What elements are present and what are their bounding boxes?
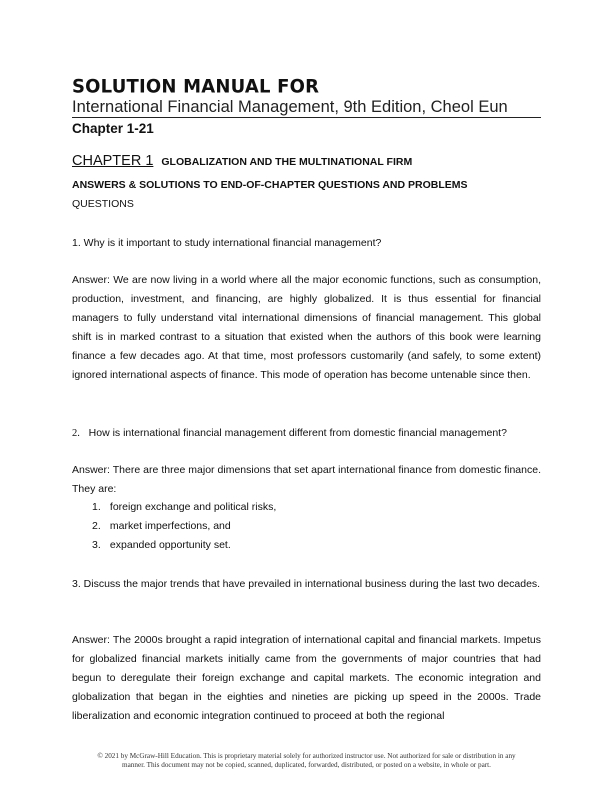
answer-3: Answer: The 2000s brought a rapid integration of international capital and financial markets. Impetus for globalized financial markets initially came from the governments of major countries that had begun to deregulate their foreign exchange and capital markets. The economic integration and globalization that began in the eighties and nineties are picking up speed in the 2000s. Trade liberalization and economic integration continued to proceed at both the regional [72, 634, 541, 722]
questions-label: QUESTIONS [72, 198, 134, 210]
question-1: 1. Why is it important to study international financial management? [72, 237, 382, 249]
answers-heading: ANSWERS & SOLUTIONS TO END-OF-CHAPTER QUESTIONS AND PROBLEMS [72, 179, 468, 191]
chapter-range: Chapter 1-21 [72, 121, 154, 136]
book-title: International Financial Management, 9th Edition, Cheol Eun [72, 98, 508, 116]
list-item: 2. market imperfections, and [92, 520, 231, 532]
manual-banner: SOLUTION MANUAL FOR [72, 75, 320, 98]
question-2 [72, 424, 541, 443]
copyright-footer [72, 752, 541, 770]
answer-2: Answer: There are three major dimensions that set apart international finance from domestic finance. They are: [72, 464, 541, 495]
question-3: 3. Discuss the major trends that have prevailed in international business during the last two decades. [72, 578, 541, 590]
list-item: 3. expanded opportunity set. [92, 539, 231, 551]
question-2-text: How is international financial management different from domestic financial management? [88, 427, 507, 439]
chapter-heading [72, 152, 412, 170]
header-divider [72, 117, 541, 118]
question-2-number: 2. [72, 428, 80, 439]
footer-line-1: © 2021 by McGraw-Hill Education. This is proprietary material solely for authorized instructor use. Not authorized for sale or distribution in any [97, 752, 516, 760]
answer-1: Answer: We are now living in a world where all the major economic functions, such as consumption, production, investment, and financing, are highly globalized. It is thus essential for financial managers to fully understand vital international dimensions of financial management. This global shift is in marked contrast to a situation that existed when the authors of this book were learning finance a few decades ago. At that time, most professors customarily (and safely, to some extent) ignored international aspects of finance. This mode of operation has become untenable since then. [72, 274, 541, 381]
chapter-title: GLOBALIZATION AND THE MULTINATIONAL FIRM [161, 156, 413, 168]
list-item: 1. foreign exchange and political risks, [92, 501, 277, 513]
answer-2-list [92, 498, 276, 555]
chapter-number: CHAPTER 1 [72, 153, 154, 169]
footer-line-2: manner. This document may not be copied, scanned, duplicated, forwarded, distributed, or posted on a website, in whole or part. [122, 761, 491, 769]
